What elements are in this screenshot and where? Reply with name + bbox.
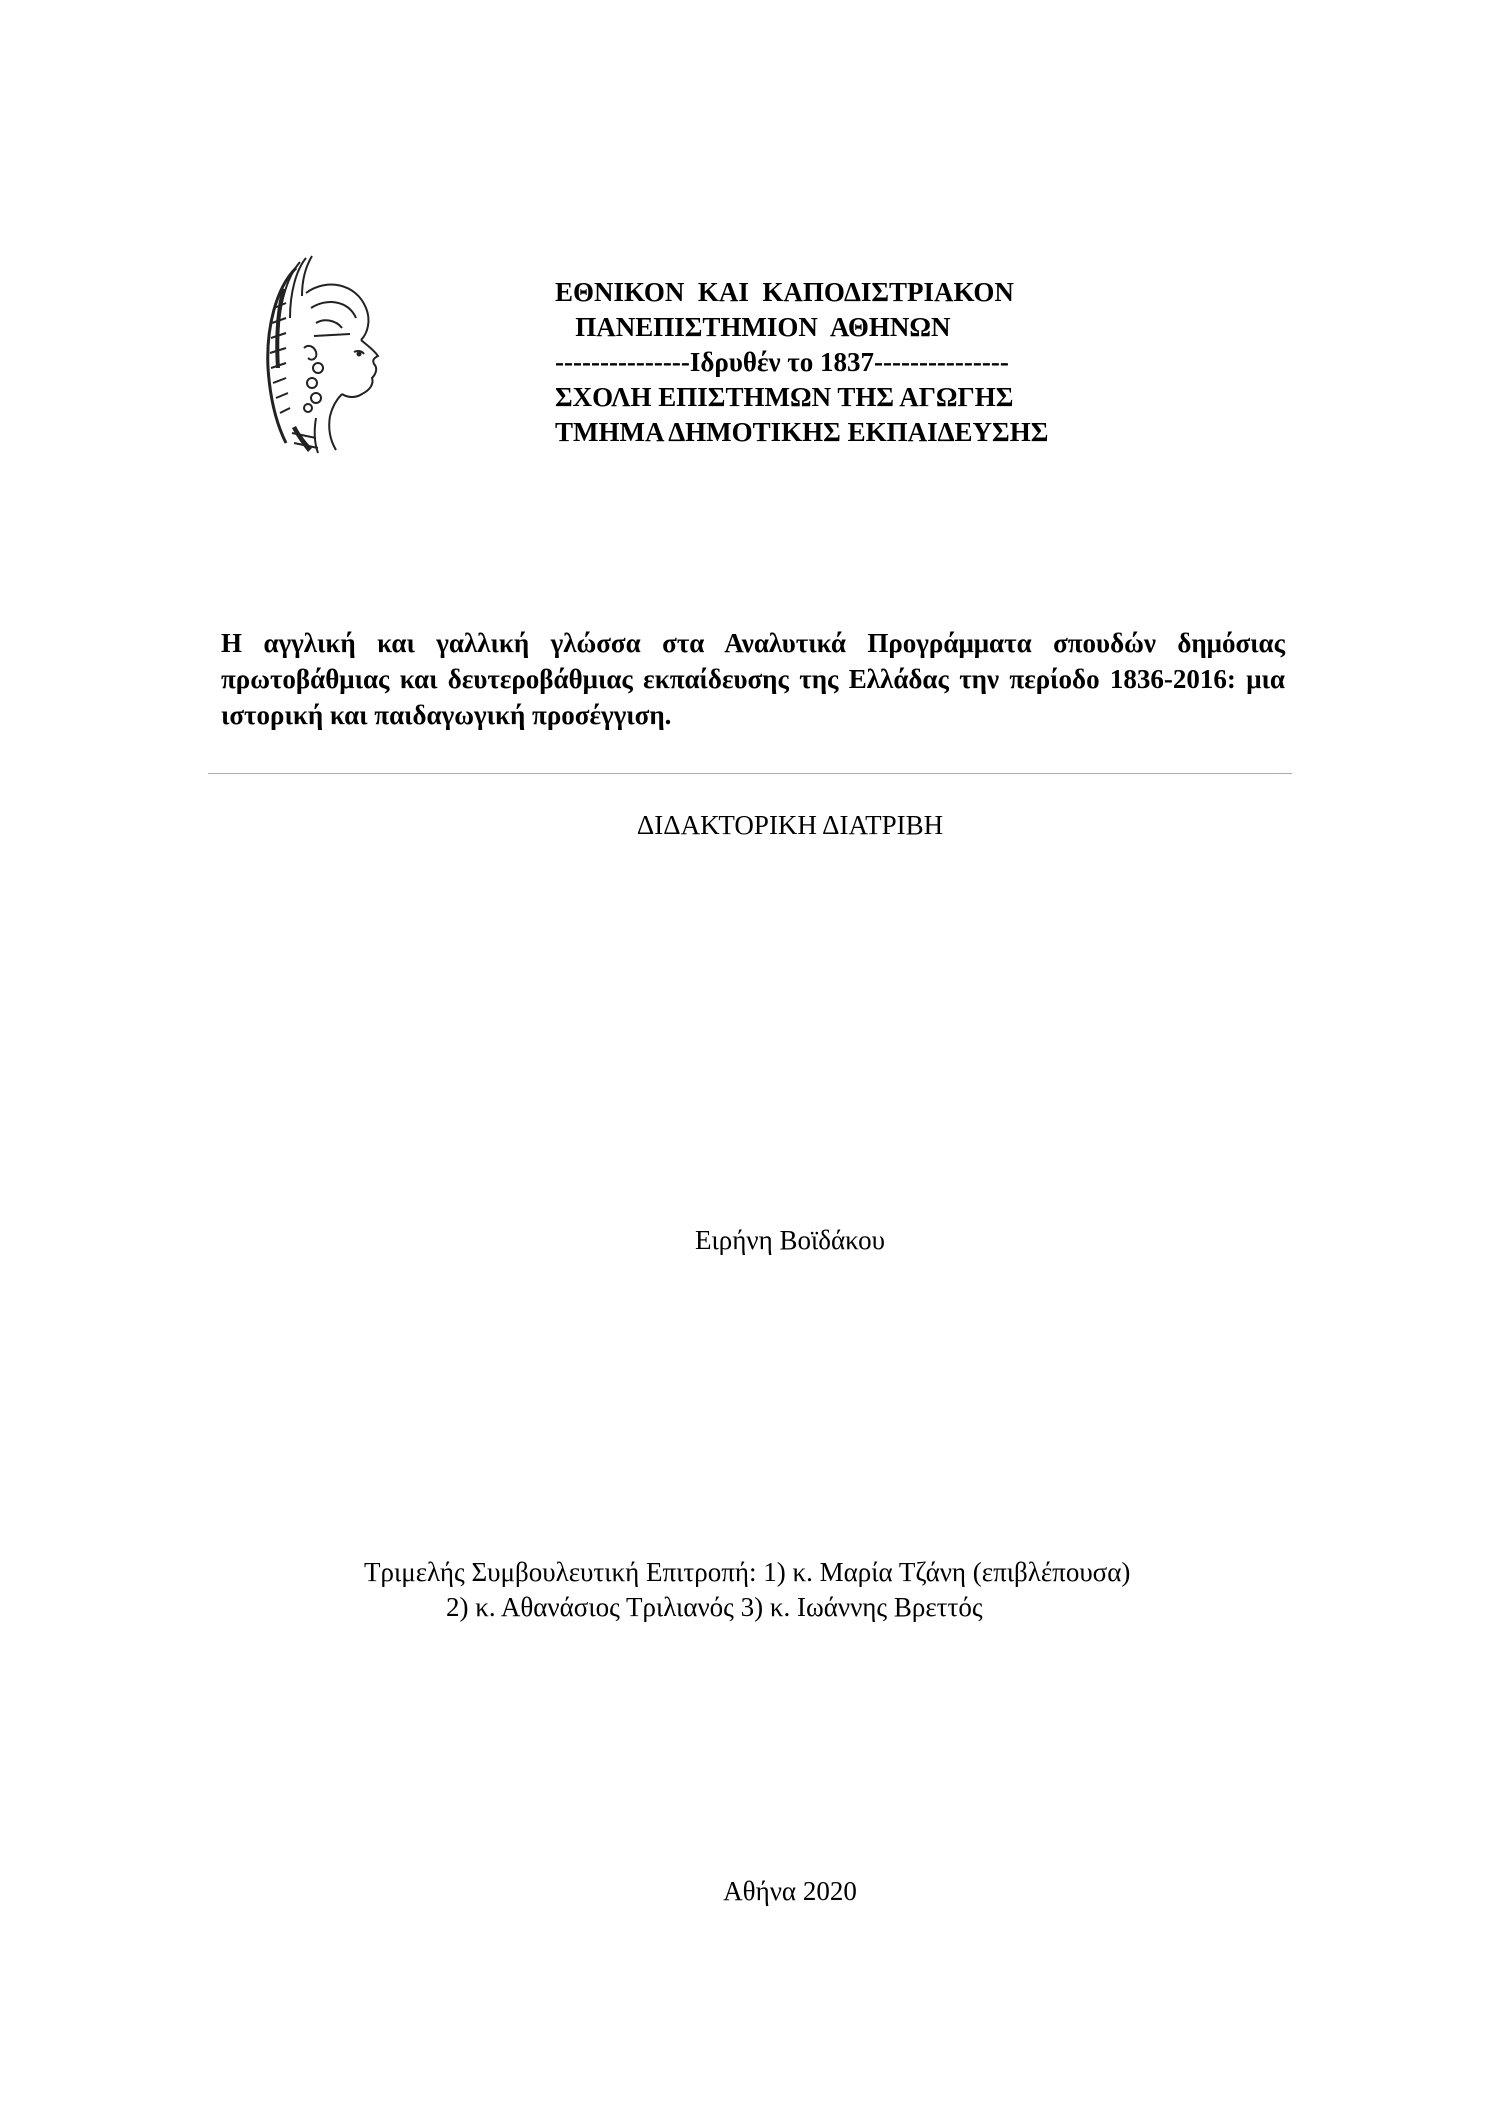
author-name: Ειρήνη Βοϊδάκου	[695, 1225, 885, 1255]
document-type: ΔΙΔΑΚΤΟΡΙΚΗ ΔΙΑΤΡΙΒΗ	[636, 810, 944, 840]
header-line-founded: ---------------Ιδρυθέν το 1837---------------	[555, 347, 1009, 377]
place-and-year: Αθήνα 2020	[723, 1876, 857, 1906]
header-line-university-name-2: ΠΑΝΕΠΙΣΤΗΜΙΟΝ ΑΘΗΝΩΝ	[555, 312, 951, 342]
divider-rule	[208, 773, 1292, 774]
university-header	[555, 275, 1175, 450]
committee-line-1: Τριμελής Συμβουλευτική Επιτροπή: 1) κ. Μαρία Τζάνη (επιβλέπουσα)	[364, 1557, 1131, 1587]
thesis-title: Η αγγλική και γαλλική γλώσσα στα Αναλυτικά Προγράμματα σπουδών δημόσιας πρωτοβάθμιας και δευτεροβάθμιας εκπαίδευσης της Ελλάδας την περίοδο 1836-2016: μια ιστορική και παιδαγωγική προσέγγιση.	[221, 628, 1285, 730]
committee-line-2: 2) κ. Αθανάσιος Τριλιανός 3) κ. Ιωάννης Βρεττός	[446, 1592, 983, 1622]
athena-head-icon	[256, 248, 396, 458]
header-line-school: ΣΧΟΛΗ ΕΠΙΣΤΗΜΩΝ ΤΗΣ ΑΓΩΓΗΣ	[555, 382, 1014, 412]
header-line-university-name-1: ΕΘΝΙΚΟΝ ΚΑΙ ΚΑΠΟΔΙΣΤΡΙΑΚΟΝ	[555, 277, 1014, 307]
advisory-committee	[364, 1555, 1264, 1625]
header-line-department: ΤΜΗΜΑ ΔΗΜΟΤΙΚΗΣ ΕΚΠΑΙΔΕΥΣΗΣ	[555, 417, 1049, 447]
